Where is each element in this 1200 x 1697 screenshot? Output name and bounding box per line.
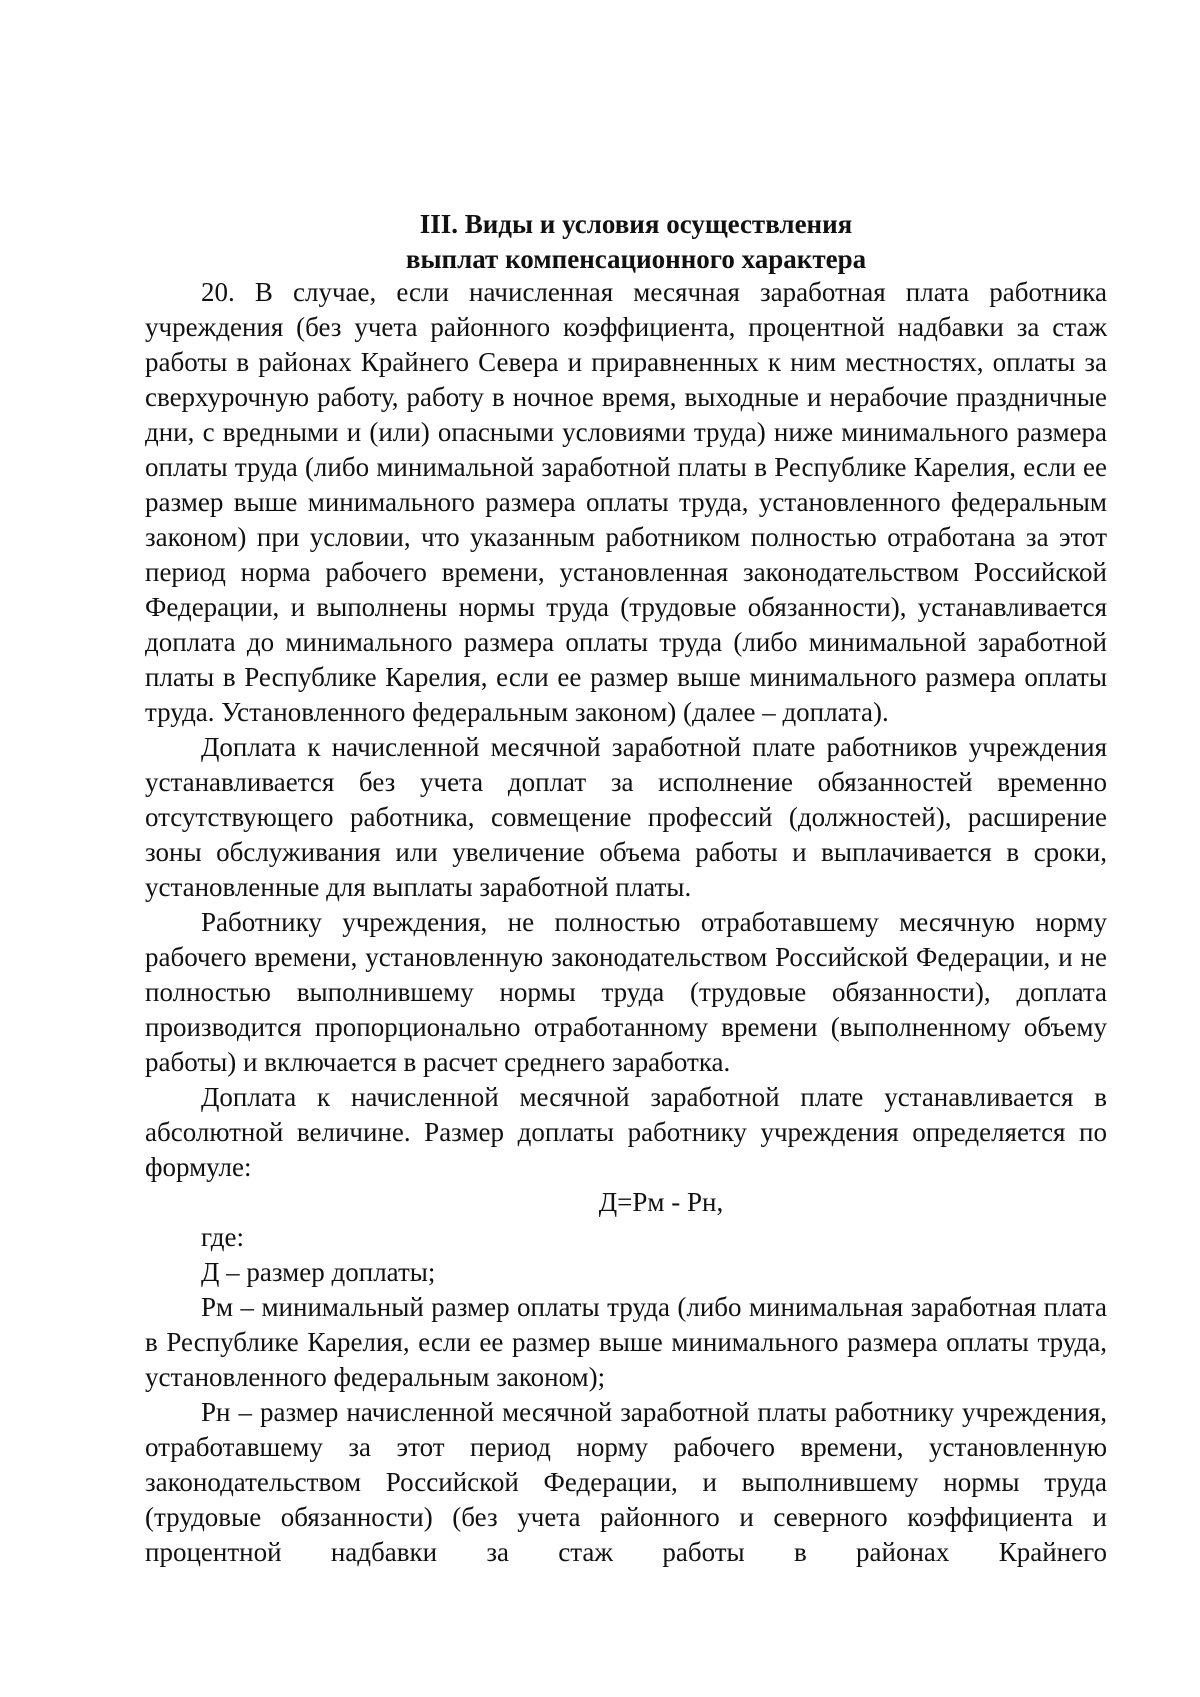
definition-rn: Рн – размер начисленной месячной заработной платы работнику учреждения, отработавшему за этот период норму рабочего времени, установленную законодательством Российской Федерации, и выполнившему нормы труда (трудовые обязанности) (без учета районного и северного коэффициента и процентной надбавки за стаж работы в районах Крайнего: [145, 1397, 1107, 1567]
definition-d: Д – размер доплаты;: [201, 1257, 436, 1287]
where-label: где:: [201, 1222, 244, 1252]
definition-rm: Рм – минимальный размер оплаты труда (либо минимальная заработная плата в Республике Карелия, если ее размер выше минимального размера оплаты труда, установленного федеральным законом);: [145, 1292, 1107, 1392]
document-body: [145, 275, 1107, 1570]
heading-line-2: выплат компенсационного характера: [405, 244, 867, 274]
paragraph-rabotniku: Работнику учреждения, не полностью отработавшему месячную норму рабочего времени, установленную законодательством Российской Федерации, и не полностью выполнившему нормы труда (трудовые обязанности), доплата производится пропорционально отработанному времени (выполненному объему работы) и включается в расчет среднего заработка.: [145, 907, 1107, 1077]
paragraph-doplata: Доплата к начисленной месячной заработной плате работников учреждения устанавливается без учета доплат за исполнение обязанностей временно отсутствующего работника, совмещение профессий (должностей), расширение зоны обслуживания или увеличение объема работы и выплачивается в сроки, установленные для выплаты заработной платы.: [145, 732, 1107, 902]
paragraph-20: 20. В случае, если начисленная месячная заработная плата работника учреждения (без учета районного коэффициента, процентной надбавки за стаж работы в районах Крайнего Севера и приравненных к ним местностях, оплаты за сверхурочную работу, работу в ночное время, выходные и нерабочие праздничные дни, с вредными и (или) опасными условиями труда) ниже минимального размера оплаты труда (либо минимальной заработной платы в Республике Карелия, если ее размер выше минимального размера оплаты труда, установленного федеральным законом) при условии, что указанным работником полностью отработана за этот период норма рабочего времени, установленная законодательством Российской Федерации, и выполнены нормы труда (трудовые обязанности), устанавливается доплата до минимального размера оплаты труда (либо минимальной заработной платы в Республике Карелия, если ее размер выше минимального размера оплаты труда. Установленного федеральным законом) (далее – доплата).: [145, 277, 1107, 727]
heading-line-1: III. Виды и условия осуществления: [419, 209, 853, 239]
section-heading: [0, 207, 1200, 277]
formula: Д=Рм - Рн,: [598, 1187, 724, 1217]
paragraph-absolute-value: Доплата к начисленной месячной заработной плате устанавливается в абсолютной величине. Размер доплаты работнику учреждения определяется по формуле:: [145, 1082, 1107, 1182]
